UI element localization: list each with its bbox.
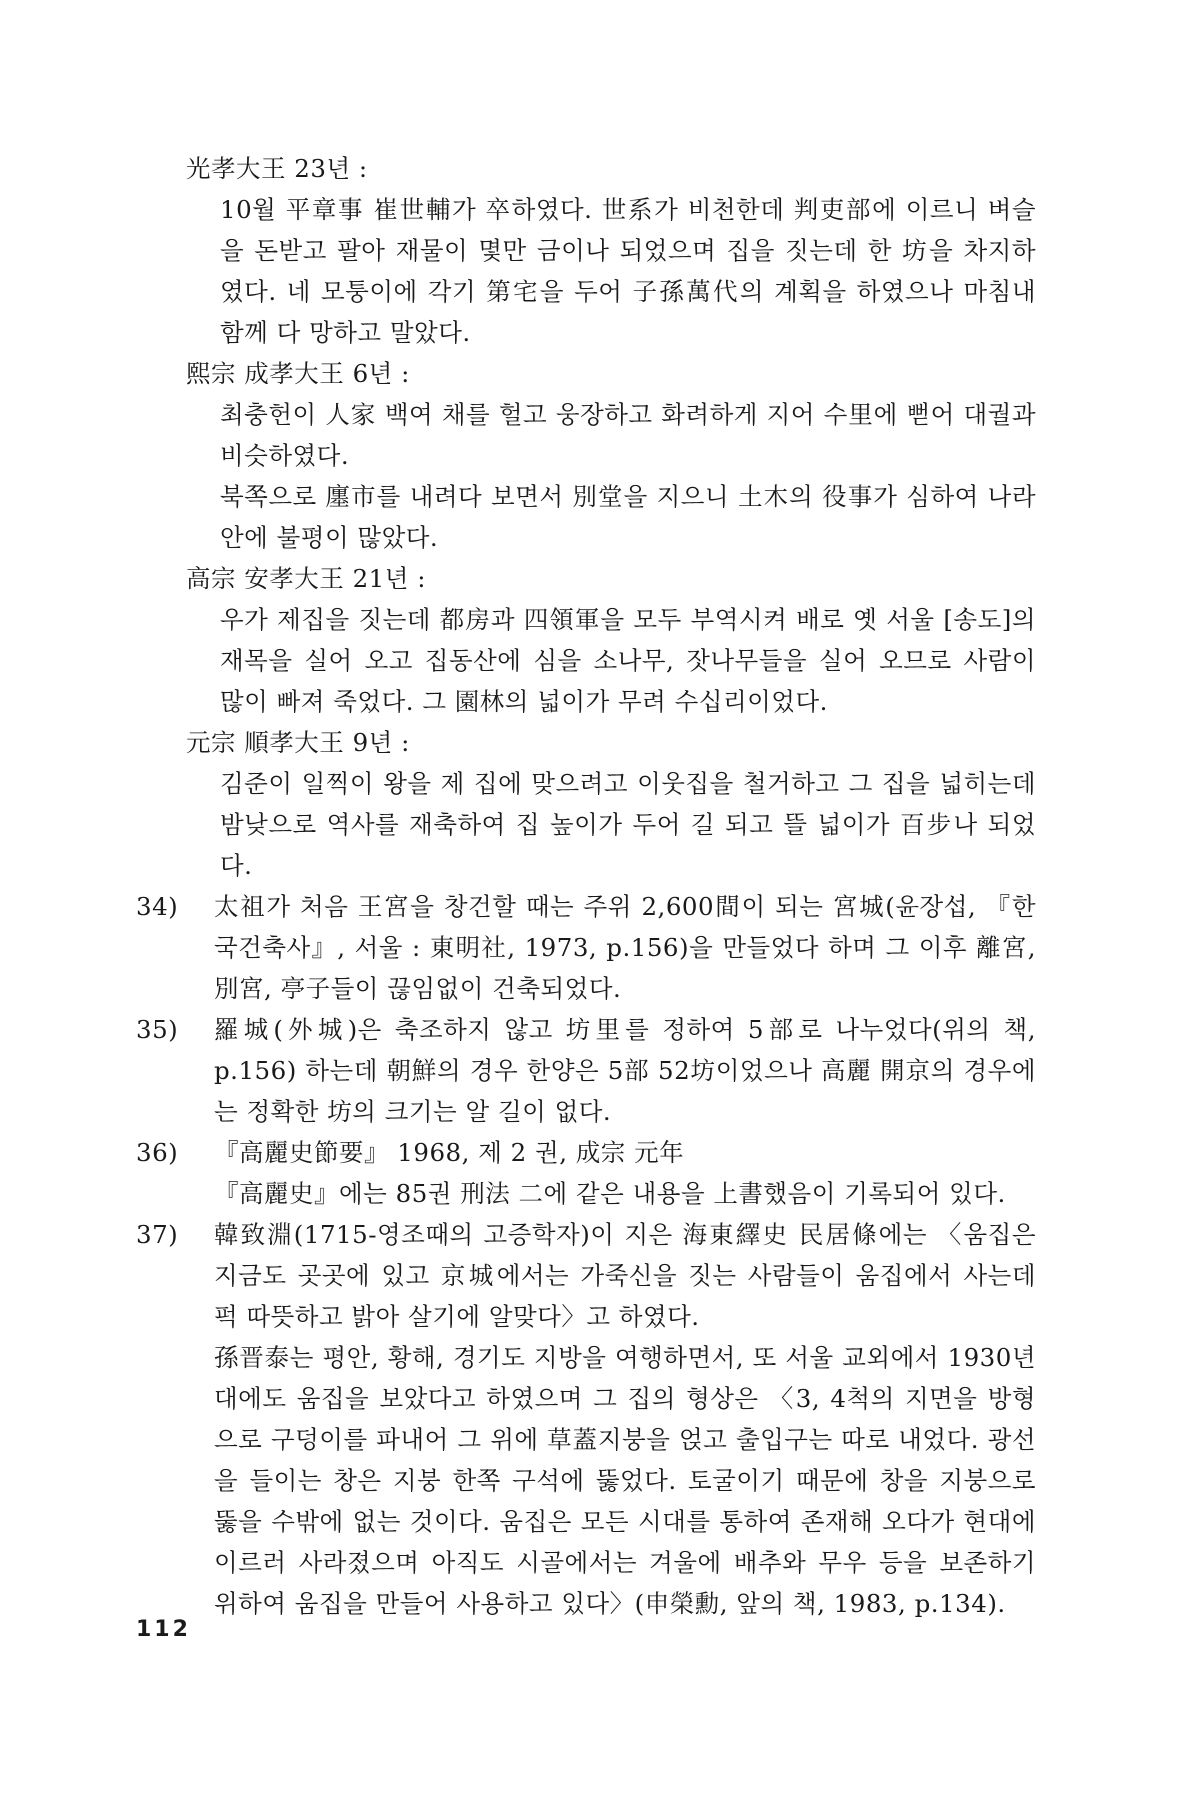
page-body <box>136 148 1036 1624</box>
footnote-number: 34) <box>136 892 179 921</box>
footnote-text: 韓致淵(1715-영조때의 고증학자)이 지은 海東繹史 民居條에는 〈움집은 지금도 곳곳에 있고 京城에서는 가죽신을 짓는 사람들이 움집에서 사는데 퍽 따뜻하고 밝아 살기에 알맞다〉고 하였다. <box>214 1220 1036 1331</box>
reign-paragraph: 우가 제집을 짓는데 都房과 四領軍을 모두 부역시켜 배로 옛 서울 [송도]의 재목을 실어 오고 집동산에 심을 소나무, 잣나무들을 실어 오므로 사람이 많이 빠져 죽었다. 그 園林의 넓이가 무려 수십리이었다. <box>220 605 1036 716</box>
reign-heading: 熙宗 成孝大王 6년 : <box>186 359 410 388</box>
reign-section <box>136 148 1036 353</box>
footnote <box>136 1214 1036 1337</box>
footnote-text: 羅城(外城)은 축조하지 않고 坊里를 정하여 5部로 나누었다(위의 책, p.156) 하는데 朝鮮의 경우 한양은 5部 52坊이었으나 高麗 開京의 경우에는 정확한 坊의 크기는 알 길이 없다. <box>214 1015 1036 1126</box>
footnote-number: 35) <box>136 1015 179 1044</box>
footnote-text: 太祖가 처음 王宮을 창건할 때는 주위 2,600間이 되는 宮城(윤장섭, 『한국건축사』, 서울 : 東明社, 1973, p.156)을 만들었다 하며 그 이후 離宮, 別宮, 亭子들이 끊임없이 건축되었다. <box>214 892 1036 1003</box>
reign-paragraph: 10월 平章事 崔世輔가 卒하였다. 世系가 비천한데 判吏部에 이르니 벼슬을 돈받고 팔아 재물이 몇만 금이나 되었으며 집을 짓는데 한 坊을 차지하였다. 네 모퉁이에 각기 第宅을 두어 子孫萬代의 계획을 하였으나 마침내 함께 다 망하고 말았다. <box>220 195 1036 347</box>
footnote <box>136 886 1036 1009</box>
reign-paragraph: 최충헌이 人家 백여 채를 헐고 웅장하고 화려하게 지어 수里에 뻗어 대궐과 비슷하였다. <box>220 400 1036 470</box>
footnote-text: 『高麗史節要』 1968, 제 2 권, 成宗 元年 <box>214 1138 685 1167</box>
reign-paragraph: 북쪽으로 廛市를 내려다 보면서 別堂을 지으니 土木의 役事가 심하여 나라 안에 불평이 많았다. <box>220 482 1036 552</box>
reign-heading: 光孝大王 23년 : <box>186 154 368 183</box>
reign-paragraph: 김준이 일찍이 왕을 제 집에 맞으려고 이웃집을 철거하고 그 집을 넓히는데 밤낮으로 역사를 재축하여 집 높이가 두어 길 되고 뜰 넓이가 百步나 되었다. <box>220 769 1036 880</box>
reign-section <box>136 353 1036 558</box>
footnote-number: 37) <box>136 1220 179 1249</box>
reign-section <box>136 722 1036 886</box>
reign-heading: 高宗 安孝大王 21년 : <box>186 564 426 593</box>
reign-section <box>136 558 1036 722</box>
footnote <box>136 1132 1036 1173</box>
reign-heading: 元宗 順孝大王 9년 : <box>186 728 410 757</box>
page-number: 112 <box>136 1617 191 1642</box>
footnote-continuation: 孫晋泰는 평안, 황해, 경기도 지방을 여행하면서, 또 서울 교외에서 1930년대에도 움집을 보았다고 하였으며 그 집의 형상은 〈3, 4척의 지면을 방형으로 구덩이를 파내어 그 위에 草蓋지붕을 얹고 출입구는 따로 내었다. 광선을 들이는 창은 지붕 한쪽 구석에 뚫었다. 토굴이기 때문에 창을 지붕으로 뚫을 수밖에 없는 것이다. 움집은 모든 시대를 통하여 존재해 오다가 현대에 이르러 사라졌으며 아직도 시골에서는 겨울에 배추와 무우 등을 보존하기 위하여 움집을 만들어 사용하고 있다〉(申榮勳, 앞의 책, 1983, p.134). <box>214 1343 1036 1618</box>
footnote-number: 36) <box>136 1138 179 1167</box>
footnote <box>136 1009 1036 1132</box>
footnote-continuation: 『高麗史』에는 85권 刑法 二에 같은 내용을 上書했음이 기록되어 있다. <box>214 1179 1006 1208</box>
